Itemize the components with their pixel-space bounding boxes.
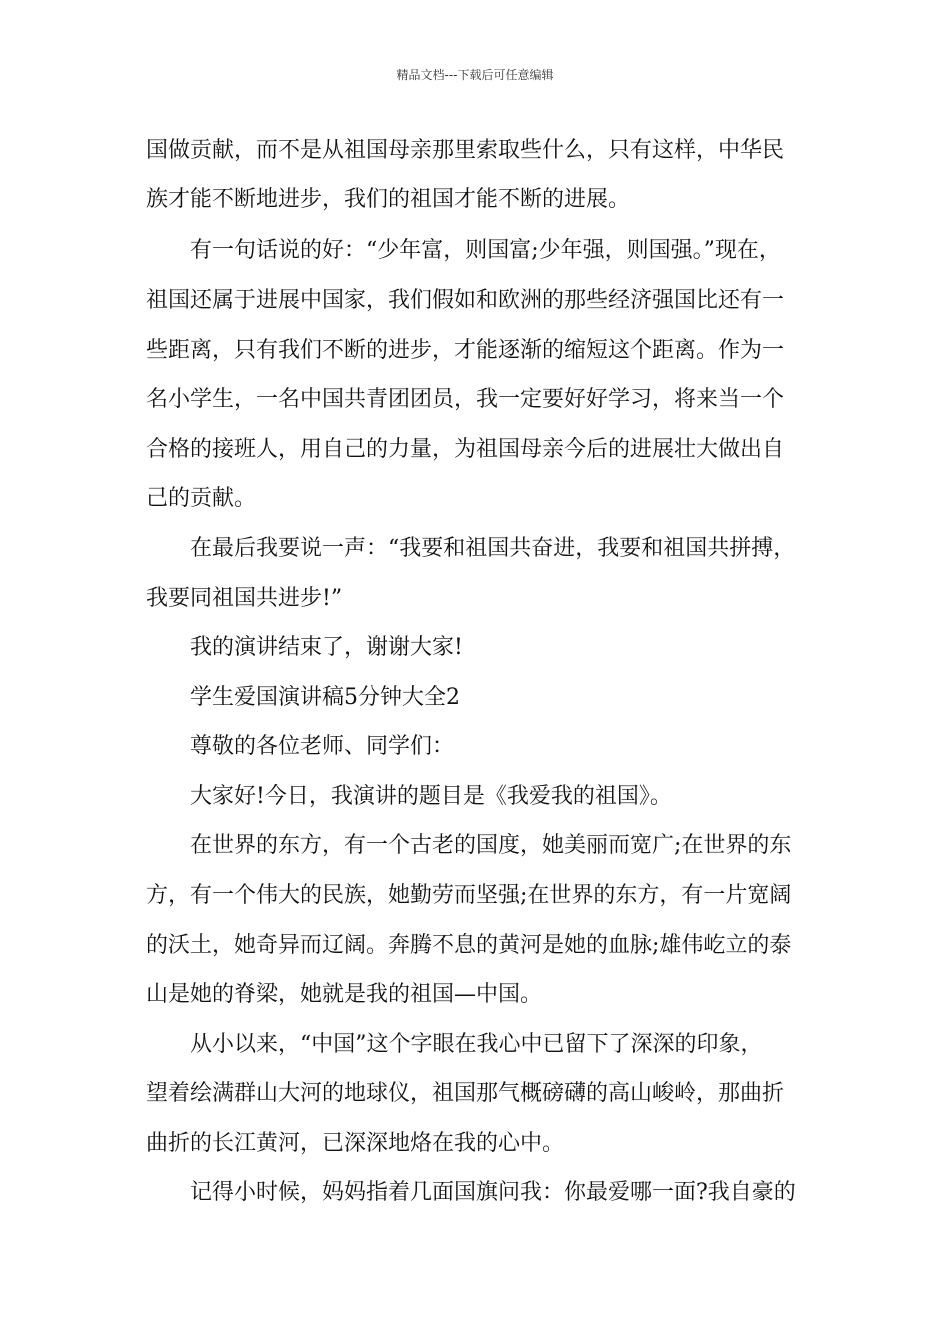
text-line: 祖国还属于进展中国家，我们假如和欧洲的那些经济强国比还有一 <box>146 288 785 313</box>
text-line: 在世界的东方，有一个古老的国度，她美丽而宽广;在世界的东 <box>190 833 792 858</box>
text-line: 我的演讲结束了，谢谢大家! <box>190 635 463 660</box>
text-line: 从小以来，“中国”这个字眼在我心中已留下了深深的印象， <box>190 1032 763 1057</box>
text-line: 大家好!今日，我演讲的题目是《我爱我的祖国》。 <box>190 784 672 809</box>
text-line: 尊敬的各位老师、同学们： <box>190 734 455 759</box>
text-line: 族才能不断地进步，我们的祖国才能不断的进展。 <box>146 187 631 212</box>
text-line: 方，有一个伟大的民族，她勤劳而坚强;在世界的东方，有一片宽阔 <box>146 883 792 908</box>
text-line: 学生爱国演讲稿5分钟大全2 <box>190 685 460 710</box>
text-line: 些距离，只有我们不断的进步，才能逐渐的缩短这个距离。作为一 <box>146 338 785 363</box>
text-line: 有一句话说的好：“少年富，则国富;少年强，则国强。”现在， <box>190 238 781 263</box>
text-line: 曲折的长江黄河，已深深地烙在我的心中。 <box>146 1131 565 1156</box>
text-line: 在最后我要说一声：“我要和祖国共奋进，我要和祖国共拼搏， <box>190 536 796 561</box>
text-line: 望着绘满群山大河的地球仪，祖国那气概磅礴的高山峻岭，那曲折 <box>146 1081 785 1106</box>
text-line: 己的贡献。 <box>146 486 257 511</box>
text-line: 的沃土，她奇异而辽阔。奔腾不息的黄河是她的血脉;雄伟屹立的泰 <box>146 933 792 958</box>
text-line: 名小学生，一名中国共青团团员，我一定要好好学习，将来当一个 <box>146 387 785 412</box>
text-line: 合格的接班人，用自己的力量，为祖国母亲今后的进展壮大做出自 <box>146 437 785 462</box>
page-header: 精品文档---下载后可任意编辑 <box>396 68 554 82</box>
text-line: 国做贡献，而不是从祖国母亲那里索取些什么，只有这样，中华民 <box>146 138 785 163</box>
text-line: 我要同祖国共进步!” <box>146 586 343 611</box>
text-line: 记得小时候，妈妈指着几面国旗问我：你最爱哪一面?我自豪的 <box>190 1180 796 1205</box>
text-line: 山是她的脊梁，她就是我的祖国—中国。 <box>146 982 543 1007</box>
